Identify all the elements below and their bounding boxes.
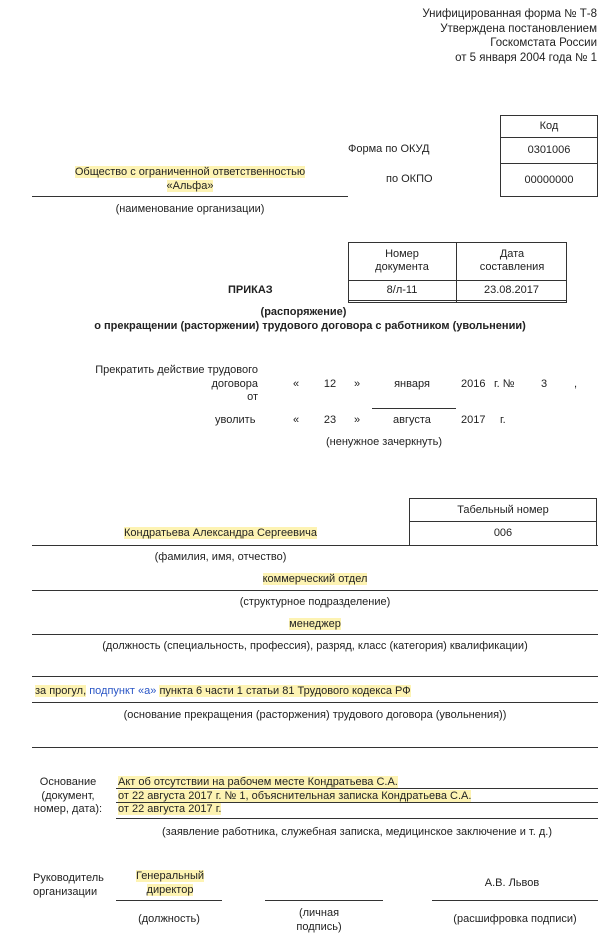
dismiss-label: уволить [215,414,256,426]
terminate-line1: Прекратить действие трудового [95,364,258,376]
signatory-position-line1: Генеральный [135,870,205,882]
basis-label [28,776,108,817]
dismiss-day: 23 [323,414,337,426]
basis-label-line1: Основание [39,776,97,788]
department-caption: (структурное подразделение) [239,596,391,608]
okpo-label: по ОКПО [386,173,433,185]
okpo-value: 00000000 [524,173,574,186]
signatory-position-line2: директор [146,884,194,896]
doc-number-header: Номер документа [375,248,429,273]
dismiss-month-overline [372,408,456,409]
contract-g-no: г. № [494,378,515,390]
grounds-link[interactable]: подпункт «а» [89,685,157,697]
position-caption-sig: (должность) [138,913,200,925]
grounds-underline [32,702,598,703]
dismiss-open-quote: « [293,414,300,426]
open-quote: « [293,378,300,390]
okud-value: 0301006 [527,143,571,156]
strike-note: (ненужное зачеркнуть) [326,436,442,448]
basis-underline-2 [116,802,598,803]
code-header: Код [539,119,559,132]
signatory-position [120,869,220,897]
header-goskomstat: Госкомстата России [490,37,597,49]
department-underline [32,590,598,591]
signatory-name-underline [432,900,598,901]
signature-caption [265,906,373,934]
signature-label-line1: Руководитель [33,872,104,884]
order-subject: о прекращении (расторжении) трудового договора с работником (увольнении) [94,320,526,332]
department: коммерческий отдел [262,573,368,585]
grounds-part2: пункта 6 части 1 статьи 81 Трудового кодекса РФ [159,685,411,697]
header-form-number: Унифицированная форма № Т-8 [422,8,597,20]
organization-caption: (наименование организации) [115,203,265,215]
signatory-position-underline [116,900,222,901]
basis-text-line2: от 22 августа 2017 г. № 1, объяснительная записка Кондратьева С.А. [118,789,472,802]
position-caption: (должность (специальность, профессия), разряд, класс (категория) квалификации) [102,640,528,652]
position-wrap [32,618,598,630]
position: менеджер [289,618,341,630]
order-subtitle: (распоряжение) [260,306,347,318]
organization-name-line2: «Альфа» [166,180,214,192]
dismiss-month: августа [393,414,431,426]
dismiss-close-quote: » [354,414,361,426]
doc-number-value: 8/л-11 [386,284,418,296]
terminate-line3: от [247,391,258,403]
blank-line [32,676,598,677]
terminate-line2: договора [211,377,258,390]
tab-number-header: Табельный номер [457,503,549,516]
contract-year: 2016 [461,378,486,390]
form-header [422,7,597,65]
signature-caption-line2: подпись) [296,921,342,933]
signatory-name: А.В. Львов [484,877,540,889]
contract-comma: , [574,378,578,390]
dismiss-g: г. [500,414,506,426]
okud-label: Форма по ОКУД [348,143,430,155]
grounds-caption: (основание прекращения (расторжения) трудового договора (увольнения)) [123,709,507,721]
signature-label-line2: организации [33,886,98,898]
terminate-label [60,364,258,405]
basis-label-line2: (документ, [41,789,95,802]
organization-name-line1: Общество с ограниченной ответственностью [74,166,306,178]
grounds-part1: за прогул, [35,685,87,697]
contract-month: января [394,378,430,390]
close-quote: » [354,378,361,390]
doc-date-value: 23.08.2017 [483,284,540,296]
name-caption: (расшифровка подписи) [453,913,577,925]
department-wrap [32,573,598,585]
organization-underline [32,196,348,197]
doc-table-double-bottom [348,300,567,301]
dismiss-year: 2017 [461,414,486,426]
organization-name [32,165,348,193]
header-date: от 5 января 2004 года № 1 [455,51,597,64]
doc-date-header: Дата составления [479,248,545,273]
order-title: ПРИКАЗ [228,284,273,296]
signature-label [33,871,104,899]
tab-number-value: 006 [493,527,513,539]
contract-number: 3 [540,378,548,390]
header-approved: Утверждена постановлением [440,22,597,35]
basis-caption: (заявление работника, служебная записка, медицинское заключение и т. д.) [162,826,552,838]
basis-label-line3: номер, дата): [33,803,103,815]
employee-name: Кондратьева Александра Сергеевича [123,527,318,539]
signature-caption-line1: (личная [298,907,340,919]
grounds-blank-line [32,747,598,748]
basis-text-line3: от 22 августа 2017 г. [118,803,222,815]
basis-text-line1: Акт об отсутствии на рабочем месте Кондратьева С.А. [118,776,398,788]
employee-name-underline [32,545,598,546]
basis-text [118,776,471,817]
employee-name-caption: (фамилия, имя, отчество) [154,551,287,563]
grounds-text [35,685,411,697]
signature-underline [265,900,383,901]
basis-underline-3 [116,818,598,819]
basis-underline-1 [116,788,598,789]
contract-day: 12 [323,378,337,390]
employee-name-wrap [32,527,409,539]
position-underline [32,634,598,635]
